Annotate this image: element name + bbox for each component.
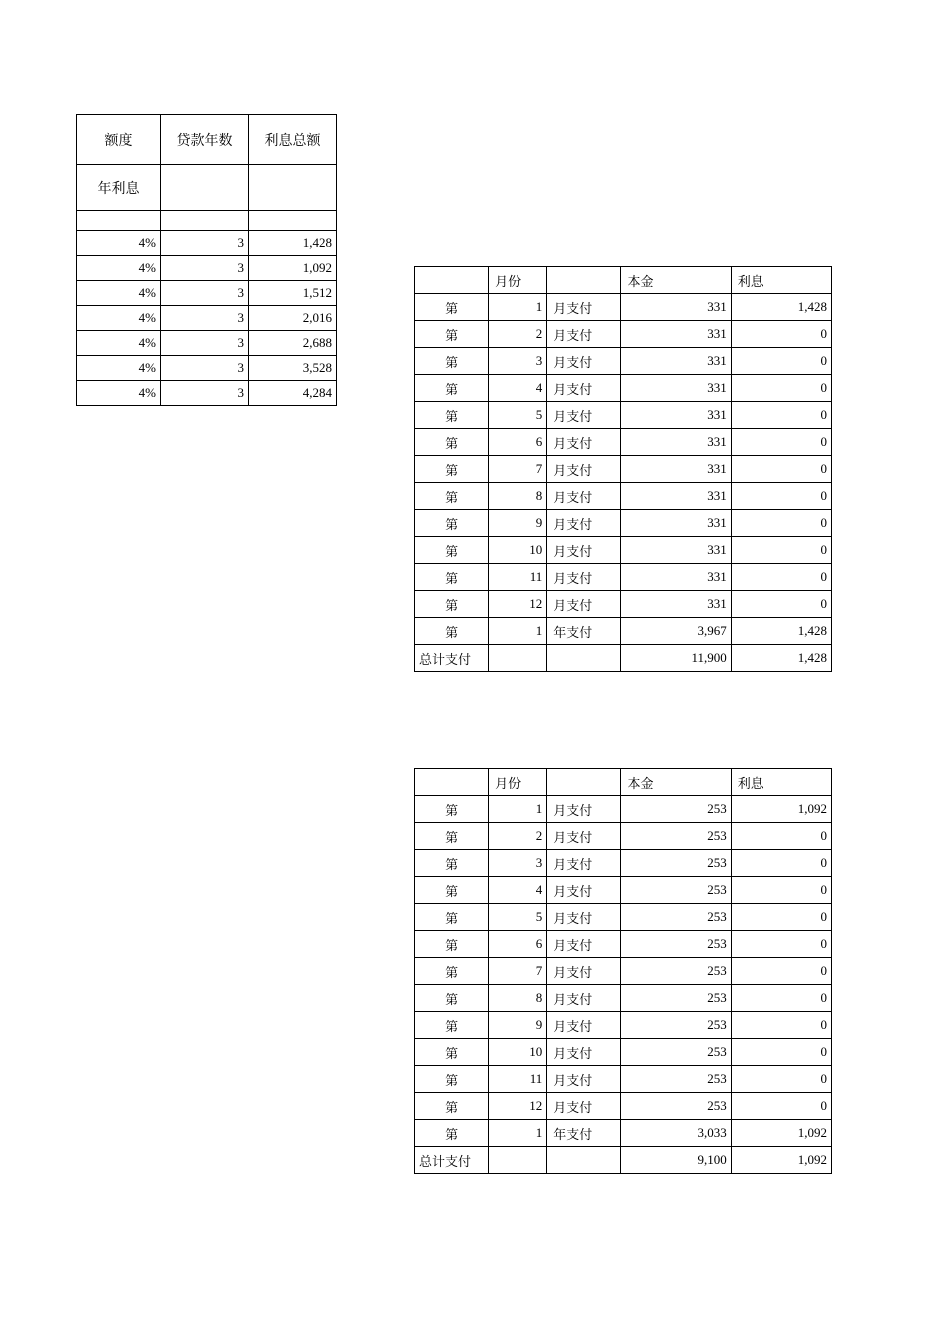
row-number: 6 [489,429,547,456]
row-kind: 月支付 [547,510,621,537]
row-number: 2 [489,321,547,348]
table-row [415,510,832,537]
row-principal: 331 [621,348,731,375]
row-kind: 月支付 [547,591,621,618]
row-interest: 0 [731,591,831,618]
summary-header-total-interest: 利息总额 [249,115,337,165]
row-kind: 月支付 [547,429,621,456]
row-principal: 253 [621,850,731,877]
row-label: 第 [415,931,489,958]
row-label: 第 [415,1012,489,1039]
table-row [415,537,832,564]
row-principal: 3,967 [621,618,731,645]
total-blank-1 [489,645,547,672]
table-row [415,1093,832,1120]
summary-rate: 4% [77,356,161,381]
row-number: 7 [489,456,547,483]
table-row [415,402,832,429]
row-label: 第 [415,564,489,591]
row-interest: 1,092 [731,796,831,823]
table-row [415,456,832,483]
row-label: 第 [415,985,489,1012]
table-row [415,294,832,321]
schedule-header-month: 月份 [489,769,547,796]
row-kind: 月支付 [547,1039,621,1066]
row-number: 12 [489,591,547,618]
schedule-header-month: 月份 [489,267,547,294]
row-principal: 331 [621,321,731,348]
row-principal: 331 [621,537,731,564]
total-principal: 11,900 [621,645,731,672]
row-number: 5 [489,402,547,429]
summary-interest: 4,284 [249,381,337,406]
row-label: 第 [415,348,489,375]
row-label: 第 [415,294,489,321]
row-principal: 331 [621,456,731,483]
row-principal: 331 [621,591,731,618]
row-label: 第 [415,1093,489,1120]
total-interest: 1,092 [731,1147,831,1174]
row-number: 6 [489,931,547,958]
row-principal: 253 [621,796,731,823]
total-interest: 1,428 [731,645,831,672]
row-principal: 331 [621,564,731,591]
row-principal: 253 [621,1012,731,1039]
total-blank-2 [547,645,621,672]
summary-interest: 2,688 [249,331,337,356]
summary-interest: 1,092 [249,256,337,281]
row-label: 第 [415,429,489,456]
summary-interest: 1,428 [249,231,337,256]
row-number: 4 [489,877,547,904]
row-kind: 月支付 [547,958,621,985]
table-row [77,331,337,356]
row-interest: 0 [731,877,831,904]
row-number: 8 [489,483,547,510]
row-label: 第 [415,1120,489,1147]
schedule-header-row [415,769,832,796]
row-interest: 0 [731,429,831,456]
row-number: 2 [489,823,547,850]
row-number: 3 [489,850,547,877]
row-number: 9 [489,1012,547,1039]
schedule-header-interest: 利息 [731,267,831,294]
row-interest: 0 [731,904,831,931]
row-number: 1 [489,618,547,645]
row-label: 第 [415,1039,489,1066]
row-kind: 月支付 [547,375,621,402]
row-principal: 253 [621,958,731,985]
schedule-total-row [415,1147,832,1174]
row-kind: 月支付 [547,877,621,904]
table-row [415,564,832,591]
row-number: 5 [489,904,547,931]
row-principal: 3,033 [621,1120,731,1147]
summary-header-row [77,115,337,165]
row-interest: 0 [731,375,831,402]
row-interest: 0 [731,1039,831,1066]
row-interest: 0 [731,850,831,877]
row-kind: 月支付 [547,796,621,823]
row-number: 8 [489,985,547,1012]
row-label: 第 [415,796,489,823]
payment-schedule-table-1 [414,266,832,672]
row-principal: 253 [621,985,731,1012]
table-row [415,429,832,456]
row-label: 第 [415,402,489,429]
table-row [415,877,832,904]
total-blank-1 [489,1147,547,1174]
row-label: 第 [415,823,489,850]
row-number: 4 [489,375,547,402]
summary-years: 3 [161,256,249,281]
row-label: 第 [415,1066,489,1093]
row-number: 10 [489,537,547,564]
row-principal: 253 [621,823,731,850]
row-number: 1 [489,1120,547,1147]
table-row [415,375,832,402]
row-kind: 月支付 [547,1093,621,1120]
row-label: 第 [415,537,489,564]
summary-header-years: 贷款年数 [161,115,249,165]
summary-rate: 4% [77,331,161,356]
row-interest: 1,428 [731,294,831,321]
row-interest: 0 [731,321,831,348]
row-interest: 0 [731,510,831,537]
row-number: 1 [489,294,547,321]
row-kind: 月支付 [547,850,621,877]
summary-rate: 4% [77,281,161,306]
table-row [415,823,832,850]
schedule-total-row [415,645,832,672]
row-label: 第 [415,958,489,985]
row-interest: 0 [731,564,831,591]
total-label: 总计支付 [415,1147,489,1174]
summary-years: 3 [161,231,249,256]
row-kind: 年支付 [547,1120,621,1147]
row-label: 第 [415,904,489,931]
table-row [77,306,337,331]
summary-spacer-cell-1 [77,211,161,231]
summary-subheader-blank-2 [249,165,337,211]
summary-header-amount: 额度 [77,115,161,165]
summary-years: 3 [161,356,249,381]
row-kind: 月支付 [547,1066,621,1093]
summary-subheader-annual-interest: 年利息 [77,165,161,211]
schedule-header-principal: 本金 [621,267,731,294]
row-kind: 月支付 [547,321,621,348]
payment-schedule-table-2 [414,768,832,1174]
row-principal: 331 [621,402,731,429]
row-principal: 331 [621,294,731,321]
row-kind: 年支付 [547,618,621,645]
schedule-header-blank-2 [547,267,621,294]
table-row [415,1120,832,1147]
table-row [415,1039,832,1066]
row-principal: 331 [621,375,731,402]
schedule-header-interest: 利息 [731,769,831,796]
row-principal: 331 [621,429,731,456]
row-principal: 253 [621,904,731,931]
summary-years: 3 [161,281,249,306]
summary-rate: 4% [77,256,161,281]
table-row [77,231,337,256]
row-principal: 331 [621,510,731,537]
row-interest: 0 [731,823,831,850]
table-row [415,850,832,877]
row-label: 第 [415,591,489,618]
row-kind: 月支付 [547,823,621,850]
summary-spacer-row [77,211,337,231]
table-row [415,618,832,645]
row-interest: 0 [731,402,831,429]
table-row [415,958,832,985]
table-row [415,321,832,348]
row-principal: 253 [621,1066,731,1093]
summary-interest: 3,528 [249,356,337,381]
total-label: 总计支付 [415,645,489,672]
loan-summary-table [76,114,337,406]
summary-subheader-blank-1 [161,165,249,211]
row-kind: 月支付 [547,564,621,591]
row-number: 12 [489,1093,547,1120]
row-label: 第 [415,850,489,877]
schedule-header-row [415,267,832,294]
schedule-header-blank-1 [415,267,489,294]
row-interest: 0 [731,1066,831,1093]
row-interest: 0 [731,1012,831,1039]
table-row [77,381,337,406]
row-interest: 1,092 [731,1120,831,1147]
row-principal: 253 [621,1039,731,1066]
row-interest: 0 [731,348,831,375]
total-principal: 9,100 [621,1147,731,1174]
row-interest: 0 [731,456,831,483]
row-label: 第 [415,321,489,348]
table-row [415,348,832,375]
row-kind: 月支付 [547,537,621,564]
row-principal: 253 [621,931,731,958]
table-row [415,796,832,823]
row-kind: 月支付 [547,348,621,375]
table-row [415,1012,832,1039]
row-interest: 0 [731,931,831,958]
table-row [415,1066,832,1093]
row-number: 10 [489,1039,547,1066]
row-kind: 月支付 [547,904,621,931]
summary-subheader-row [77,165,337,211]
summary-years: 3 [161,306,249,331]
schedule-header-blank-1 [415,769,489,796]
row-number: 9 [489,510,547,537]
summary-rate: 4% [77,381,161,406]
row-label: 第 [415,618,489,645]
summary-spacer-cell-3 [249,211,337,231]
row-interest: 0 [731,958,831,985]
row-interest: 0 [731,985,831,1012]
row-label: 第 [415,510,489,537]
row-label: 第 [415,375,489,402]
total-blank-2 [547,1147,621,1174]
row-principal: 253 [621,1093,731,1120]
row-interest: 0 [731,537,831,564]
table-row [415,904,832,931]
summary-rate: 4% [77,231,161,256]
row-principal: 331 [621,483,731,510]
summary-interest: 2,016 [249,306,337,331]
row-label: 第 [415,483,489,510]
schedule-header-principal: 本金 [621,769,731,796]
row-kind: 月支付 [547,931,621,958]
row-kind: 月支付 [547,483,621,510]
table-row [415,591,832,618]
summary-years: 3 [161,381,249,406]
row-kind: 月支付 [547,456,621,483]
table-row [415,483,832,510]
row-number: 7 [489,958,547,985]
row-number: 1 [489,796,547,823]
summary-interest: 1,512 [249,281,337,306]
row-number: 3 [489,348,547,375]
row-principal: 253 [621,877,731,904]
row-interest: 0 [731,483,831,510]
table-row [415,985,832,1012]
table-row [77,256,337,281]
row-interest: 0 [731,1093,831,1120]
table-row [77,356,337,381]
row-kind: 月支付 [547,1012,621,1039]
summary-spacer-cell-2 [161,211,249,231]
summary-years: 3 [161,331,249,356]
summary-rate: 4% [77,306,161,331]
row-label: 第 [415,456,489,483]
row-kind: 月支付 [547,294,621,321]
row-kind: 月支付 [547,985,621,1012]
schedule-header-blank-2 [547,769,621,796]
row-number: 11 [489,564,547,591]
row-kind: 月支付 [547,402,621,429]
row-interest: 1,428 [731,618,831,645]
table-row [415,931,832,958]
row-number: 11 [489,1066,547,1093]
row-label: 第 [415,877,489,904]
table-row [77,281,337,306]
